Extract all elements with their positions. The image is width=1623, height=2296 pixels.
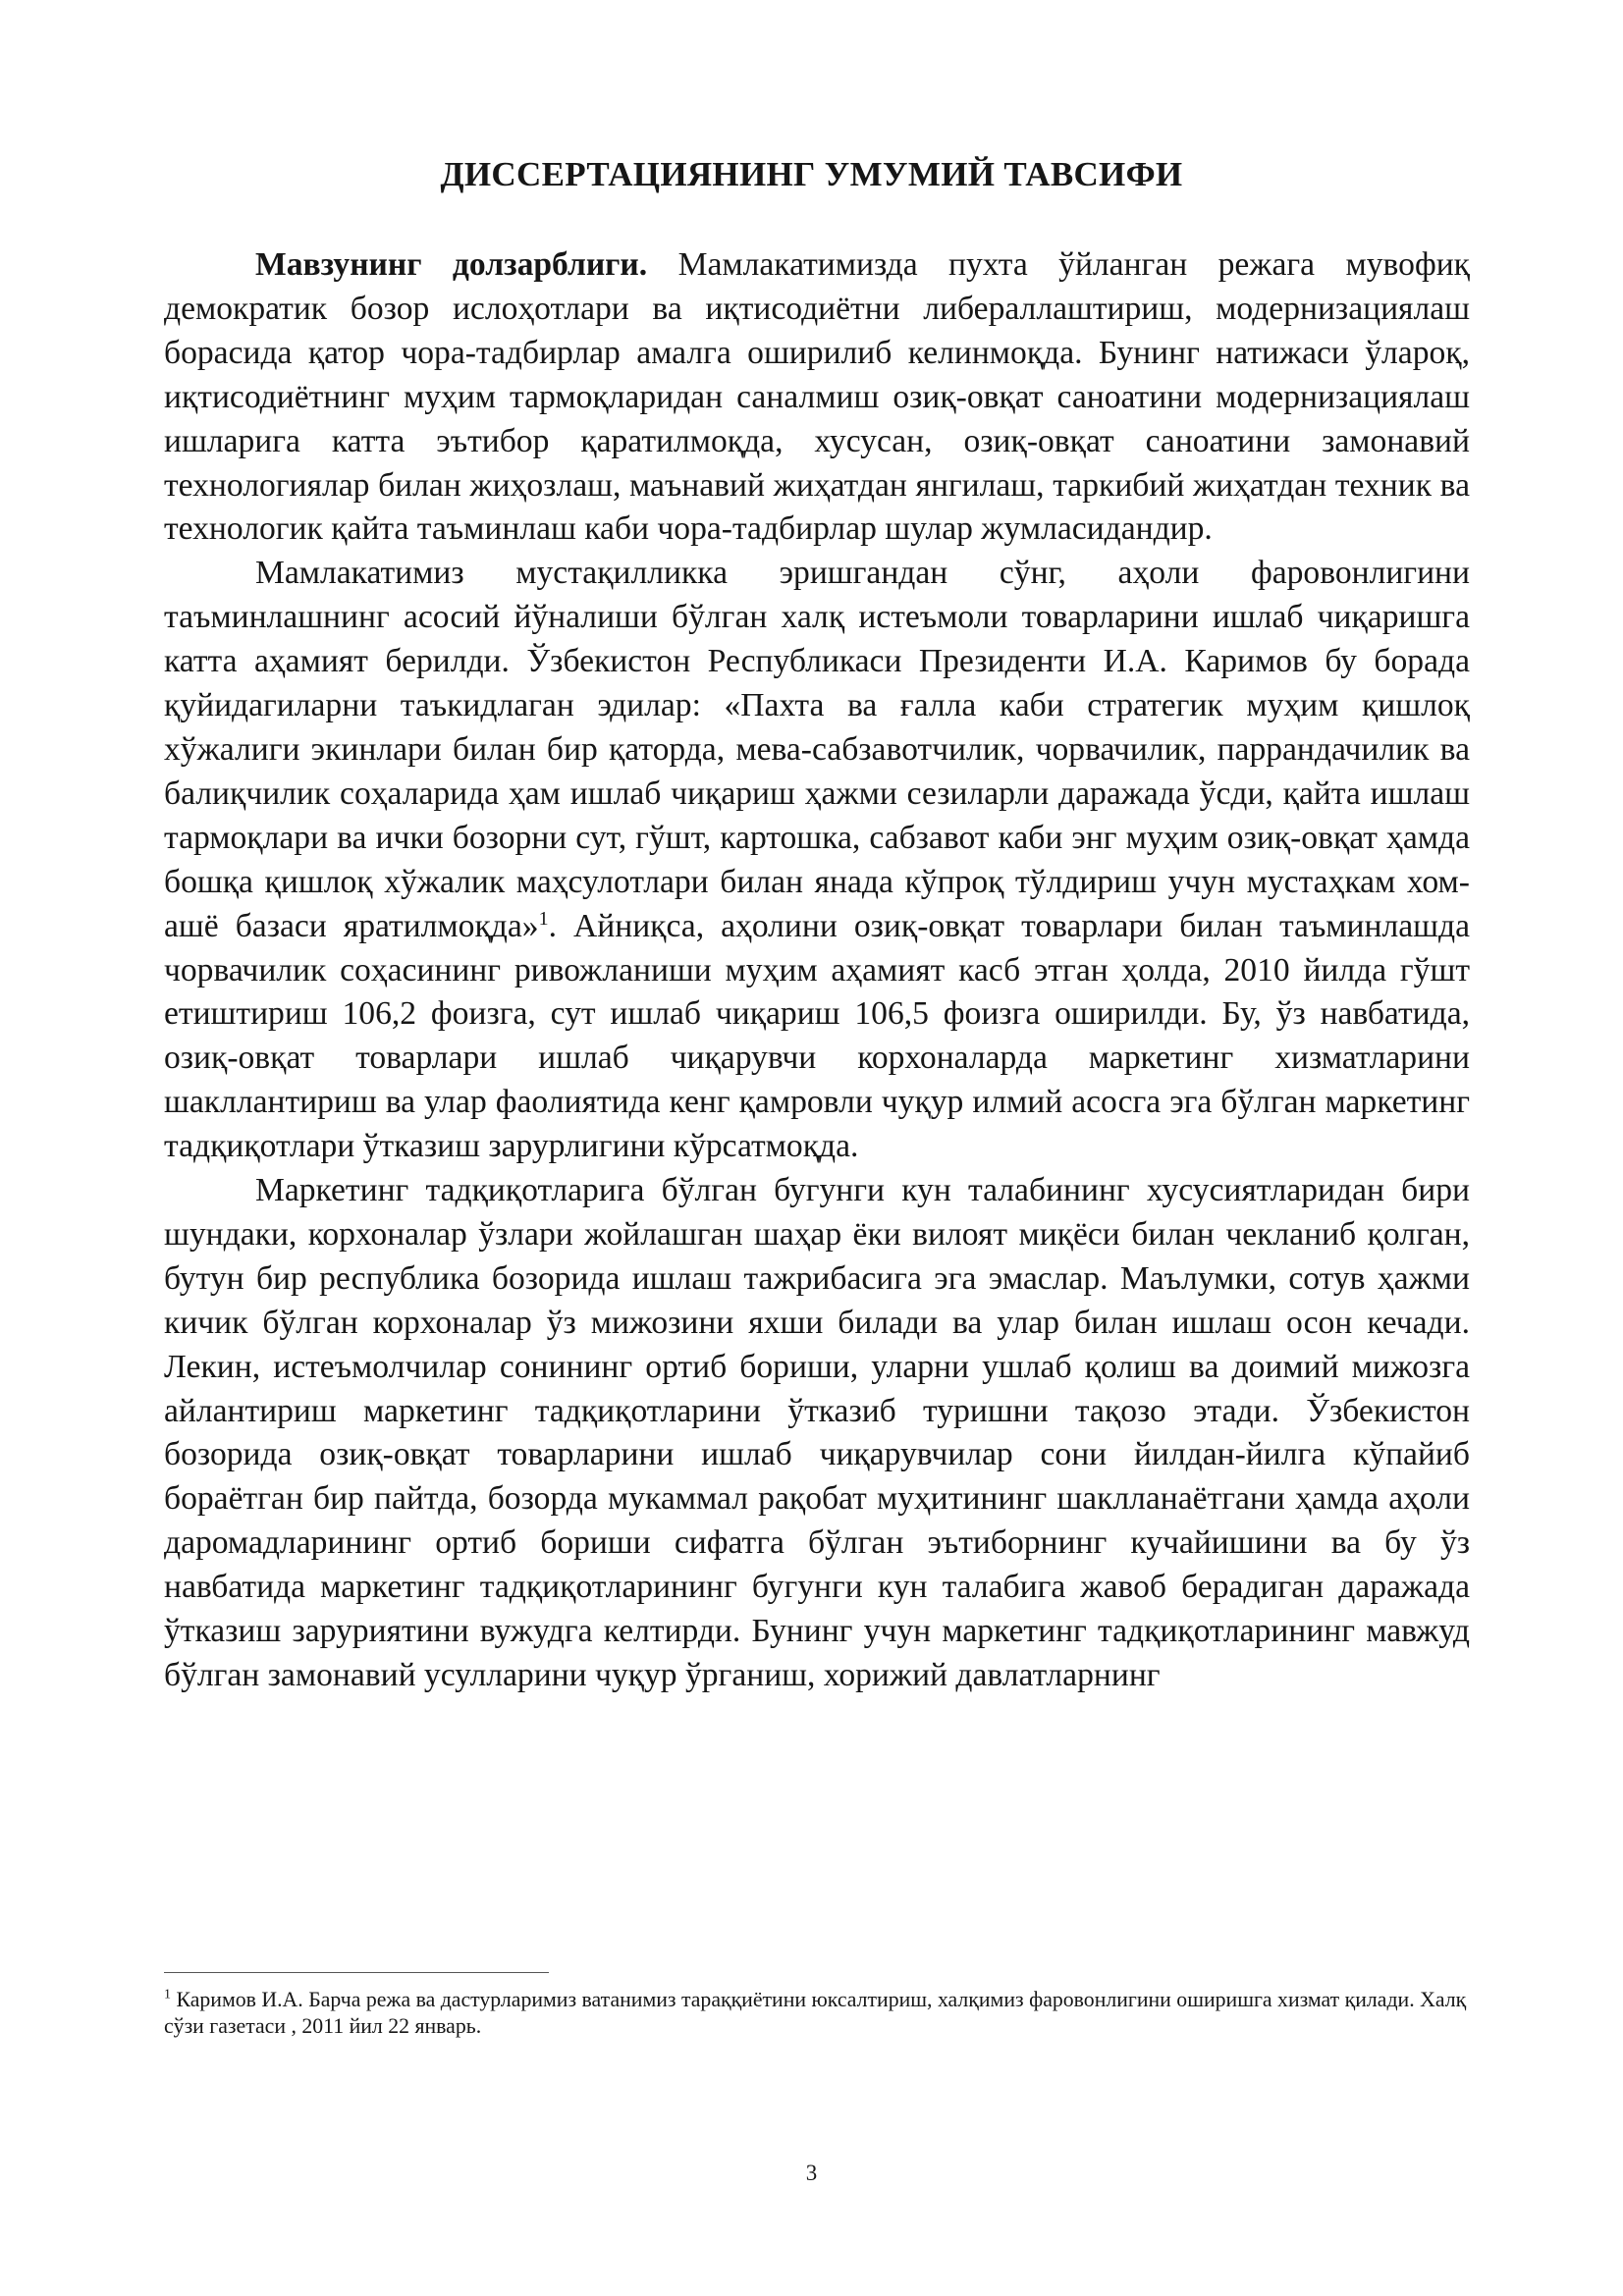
paragraph-text: Маркетинг тадқиқотларига бўлган бугунги кун талабининг хусусиятларидан бири шундаки, корхоналар ўзлари жойлашган шаҳар ёки вилоят миқёси билан чекланиб қолган, бутун бир республика бозорида ишлаш тажрибасига эга эмаслар. Маълумки, сотув ҳажми кичик бўлган корхоналар ўз мижозини яхши билади ва улар билан ишлаш осон кечади. Лекин, истеъмолчилар сонининг ортиб бориши, уларни ушлаб қолиш ва доимий мижозга айлантириш маркетинг тадқиқотларини ўтказиб туришни тақозо этади. Ўзбекистон бозорида озиқ-овқат товарларини ишлаб чиқарувчилар сони йилдан-йилга кўпайиб бораётган бир пайтда, бозорда мукаммал рақобат муҳитининг шаклланаётгани ҳамда аҳоли даромадларининг ортиб бориши сифатга бўлган эътиборнинг кучайишини ва бу ўз навбатида маркетинг тадқиқотларининг бугунги кун талабига жавоб берадиган даражада ўтказиш заруриятини вужудга келтирди. Бунинг учун маркетинг тадқиқотларининг мавжуд бўлган замонавий усулларини чуқур ўрганиш, хорижий давлатларнинг <box>164 1172 1470 1693</box>
footnote-reference: 1 <box>538 907 549 930</box>
footnote-separator <box>164 1972 549 1973</box>
paragraph-relevance <box>164 243 1470 552</box>
footnote-text: Каримов И.А. Барча режа ва дастурларимиз ватанимиз тараққиётини юксалтириш, халқимиз фаровонлигини оширишга хизмат қилади. Халқ сўзи газетаси , 2011 йил 22 январь. <box>164 1988 1467 2038</box>
paragraph-lead-heading: Мавзунинг долзарблиги. <box>255 246 648 283</box>
paragraph-text: Мамлакатимиз мустақилликка эришгандан сўнг, аҳоли фаровонлигини таъминлашнинг асосий йўналиши бўлган халқ истеъмоли товарларини ишлаб чиқаришга катта аҳамият берилди. Ўзбекистон Республикаси Президенти И.А. Каримов бу борада қуйидагиларни таъкидлаган эдилар: «Пахта ва ғалла каби стратегик муҳим қишлоқ хўжалиги экинлари билан бир қаторда, мева-сабзавотчилик, чорвачилик, паррандачилик ва балиқчилик соҳаларида ҳам ишлаб чиқариш ҳажми сезиларли даражада ўсди, қайта ишлаш тармоқлари ва ички бозорни сут, гўшт, картошка, сабзавот каби энг муҳим озиқ-овқат ҳамда бошқа қишлоқ хўжалик маҳсулотлари билан янада кўпроқ тўлдириш учун мустаҳкам хом-ашё базаси яратилмоқда» <box>164 555 1470 944</box>
body-text <box>164 243 1470 1698</box>
page-title: ДИССЕРТАЦИЯНИНГ УМУМИЙ ТАВСИФИ <box>440 155 1183 193</box>
paragraph-text: . Айниқса, аҳолини озиқ-овқат товарлари билан таъминлашда чорвачилик соҳасининг ривожланиши муҳим аҳамият касб этган ҳолда, 2010 йилда гўшт етиштириш 106,2 фоизга, сут ишлаб чиқариш 106,5 фоизга оширилди. Бу, ўз навбатида, озиқ-овқат товарлари ишлаб чиқарувчи корхоналарда маркетинг хизматларини шакллантириш ва улар фаолиятида кенг қамровли чуқур илмий асосга эга бўлган маркетинг тадқиқотлари ўтказиш зарурлигини кўрсатмоқда. <box>164 907 1471 1165</box>
page-number: 3 <box>805 2161 818 2185</box>
paragraph-text: Мамлакатимизда пухта ўйланган режага мувофиқ демократик бозор ислоҳотлари ва иқтисодиётни либераллаштириш, модернизациялаш борасида қатор чора-тадбирлар амалга оширилиб келинмоқда. Бунинг натижаси ўлароқ, иқтисодиётнинг муҳим тармоқларидан саналмиш озиқ-овқат саноатини модернизациялаш ишларига катта эътибор қаратилмоқда, хусусан, озиқ-овқат саноатини замонавий технологиялар билан жиҳозлаш, маънавий жиҳатдан янгилаш, таркибий жиҳатдан техник ва технологик қайта таъминлаш каби чора-тадбирлар шулар жумласидандир. <box>164 246 1470 548</box>
footnote-marker: 1 <box>164 1987 171 2002</box>
paragraph-quote <box>164 552 1470 1169</box>
footnote <box>164 1987 1470 2040</box>
paragraph-marketing <box>164 1169 1470 1698</box>
